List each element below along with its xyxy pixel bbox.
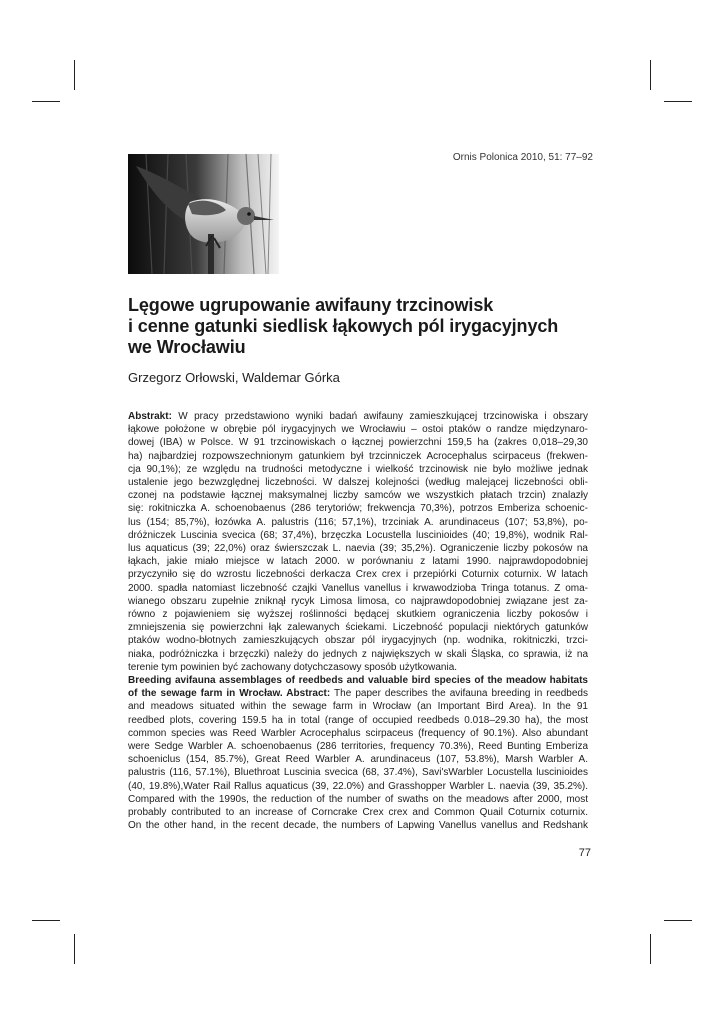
crop-mark <box>32 920 60 921</box>
abstract-line: wianego obszaru zupełnie zniknął rycyk Limosa limosa, co najprawdopodobniej związane jest za- <box>128 595 588 607</box>
abstract-line: łąkowe położone w obrębie pól irygacyjnych we Wrocławiu – ostoi ptaków o randze międzynaro- <box>128 424 588 436</box>
abstract-line: and meadows situated within the sewage farm in Wrocław (an Important Bird Area). In the 91 <box>128 701 588 713</box>
crop-mark <box>664 101 692 102</box>
abstract-line: ptaków wodno-błotnych zamieszkujących obszar pól irygacyjnych (np. wodnika, rokitniczki, trzci- <box>128 635 588 647</box>
abstract-line: dowej (IBA) w Polsce. W 91 trzcinowiskach o łącznej powierzchni 159,5 ha (zakres 0,018–29,30 <box>128 437 588 449</box>
crop-mark <box>664 920 692 921</box>
authors: Grzegorz Orłowski, Waldemar Górka <box>128 370 340 385</box>
title-line: i cenne gatunki siedlisk łąkowych pól irygacyjnych <box>128 316 559 336</box>
abstract-line: zmniejszenia się powierzchni łąk zalewanych ściekami. Liczebność populacji niektórych gatunków <box>128 622 588 634</box>
abstract-line: cja 90,1%); ze względu na trudności metodyczne i wielkość trzcinowisk nie było możliwe jednak <box>128 463 588 475</box>
bird-photo <box>128 154 279 274</box>
crop-mark <box>650 60 651 90</box>
title-line: Lęgowe ugrupowanie awifauny trzcinowisk <box>128 295 494 315</box>
abstract-line: 2000. spadła natomiast liczebność czajki Vanellus vanellus i krwawodzioba Tringa totanus. Z oma- <box>128 582 588 594</box>
journal-reference: Ornis Polonica 2010, 51: 77–92 <box>452 152 593 163</box>
abstract-line: dróżniczek Luscinia svecica (68; 37,4%), brzęczka Locustella luscinioides (40; 19,8%), wodnik Ral- <box>128 529 588 541</box>
abstract-line: równo z pojawieniem się wyższej roślinności będącej skutkiem ograniczenia liczby pokosów i <box>128 609 588 621</box>
abstract-line: przyczyniło się do wzrostu liczebności derkacza Crex crex i przepiórki Coturnix coturnix. W latach <box>128 569 588 581</box>
abstract-line: łąkach, jakie miało miejsce w latach 2000. w porównaniu z latami 1990. najprawdopodobniej <box>128 556 588 568</box>
abstract-line: czonej na podstawie łącznej maksymalnej liczby samców we wszystkich płatach trzcin) znalazły <box>128 490 588 502</box>
abstract-line: lus (154; 85,7%), łozówka A. palustris (116; 57,1%), trzciniak A. arundinaceus (107; 53,8%), po- <box>128 516 588 528</box>
abstract-line: lus aquaticus (39; 22,0%) oraz świerszczak L. naevia (39; 35,2%). Ograniczenie liczby pokosów na <box>128 543 588 555</box>
crop-mark <box>650 934 651 964</box>
abstract-line: were Sedge Warbler A. schoenobaenus (286 territories, frequency 70.3%), Reed Bunting Emberiza <box>128 741 588 753</box>
crop-mark <box>74 934 75 964</box>
abstract-line: reedbed plots, covering 159.5 ha in total (range of occupied reedbeds 0.018–29.30 ha), the most <box>128 714 588 726</box>
abstract-line: (40, 19.8%),Water Rail Rallus aquaticus (39, 22.0%) and Grasshopper Warbler L. naevia (39, 35.2%). <box>128 780 588 792</box>
abstract-line: terenie tym powinien być zachowany dotychczasowy sposób użytkowania. <box>128 661 458 673</box>
article-title <box>128 295 588 358</box>
page-number: 77 <box>578 847 591 859</box>
abstract-line: On the other hand, in the recent decade, the numbers of Lapwing Vanellus vanellus and Redshank <box>128 820 588 832</box>
crop-mark <box>32 101 60 102</box>
abstract-polish <box>128 410 588 674</box>
abstract-label: Abstrakt: <box>128 411 172 422</box>
title-line: we Wrocławiu <box>128 337 246 357</box>
abstract-english <box>128 674 588 832</box>
english-title-line: Breeding avifauna assemblages of reedbeds and valuable bird species of the meadow habitats <box>128 675 588 686</box>
abstract-line: probably contributed to an increase of Corncrake Crex crex and Common Quail Coturnix coturnix. <box>128 807 588 819</box>
abstract-line: ha) najbardziej rozpowszechnionym gatunkiem był trzcinniczek Acrocephalus scirpaceus (frekwen- <box>128 450 588 462</box>
abstract-line: schoeniclus (154, 85.7%), Great Reed Warbler A. arundinaceus (107, 53.8%), Marsh Warbler A. <box>128 754 588 766</box>
abstract-line: palustris (116, 57.1%), Bluethroat Luscinia svecica (68, 37.4%), Savi'sWarbler Locustella luscinioides <box>128 767 588 779</box>
abstract-line: niaka, podróżniczka i brzęczki) należy do jednych z największych w skali Śląska, co sprawia, iż na <box>128 648 588 660</box>
english-title-line: of the sewage farm in Wrocław. Abstract: <box>128 688 331 700</box>
abstract-line: się: rokitniczka A. schoenobaenus (286 terytoriów; frekwencja 70,3%), potrzos Emberiza schoenic- <box>128 503 588 515</box>
crop-mark <box>74 60 75 90</box>
abstract-line: ustalenie jego bezwzględnej liczebności. W dalszej kolejności (według malejącej liczebności obli- <box>128 477 588 489</box>
abstract-line: common species was Reed Warbler Acrocephalus scirpaceus (frequency of 90.1%). Also abundant <box>128 727 588 739</box>
abstract-line: Abstrakt: W pracy przedstawiono wyniki badań awifauny zamieszkującej trzcinowiska i obszary <box>128 411 588 422</box>
abstract-line: Compared with the 1990s, the reduction of the number of swaths on the meadows after 2000, most <box>128 793 588 805</box>
abstract-line: of the sewage farm in Wrocław. Abstract: The paper describes the avifauna breeding in reedbeds <box>128 688 588 700</box>
